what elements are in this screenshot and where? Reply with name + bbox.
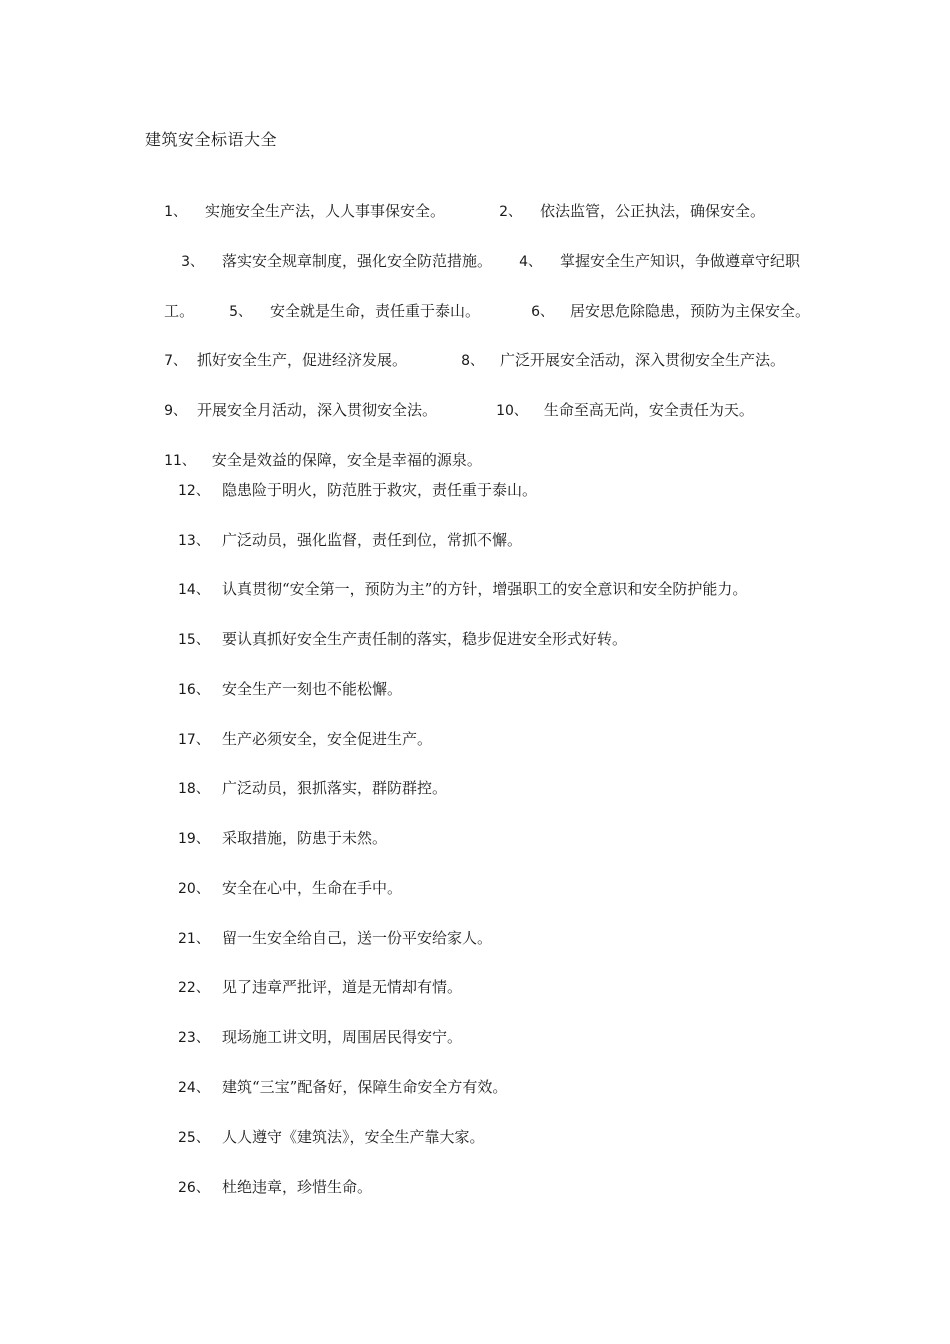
item-text: 生产必须安全，安全促进生产。 <box>222 730 433 748</box>
slogan-item-24 <box>178 1077 507 1098</box>
item-text: 留一生安全给自己，送一份平安给家人。 <box>222 929 493 947</box>
item-text: 广泛开展安全活动，深入贯彻安全生产法。 <box>500 351 786 369</box>
item-text: 认真贯彻“安全第一，预防为主”的方针，增强职工的安全意识和安全防护能力。 <box>222 580 748 598</box>
item-text: 建筑“三宝”配备好，保障生命安全方有效。 <box>222 1078 508 1096</box>
item-text: 隐患险于明火，防范胜于救灾，责任重于泰山。 <box>222 481 538 499</box>
item-number: 24、 <box>178 1080 210 1096</box>
item-text: 安全生产一刻也不能松懈。 <box>222 680 403 698</box>
item-text: 生命至高无尚，安全责任为天。 <box>543 401 754 419</box>
item-text: 实施安全生产法，人人事事保安全。 <box>205 202 446 220</box>
item-text: 依法监管，公正执法，确保安全。 <box>540 202 766 220</box>
item-number: 16、 <box>178 682 210 698</box>
slogan-item-16 <box>178 679 402 700</box>
item-number: 10、 <box>496 403 528 419</box>
item-text: 广泛动员，狠抓落实，群防群控。 <box>222 779 448 797</box>
item-number: 4、 <box>519 254 542 270</box>
slogan-item-19 <box>178 828 387 849</box>
slogan-item-25 <box>178 1127 485 1148</box>
item-text: 见了违章严批评，道是无情却有情。 <box>222 978 463 996</box>
item-number: 5、 <box>229 304 252 320</box>
item-number: 15、 <box>178 632 210 648</box>
slogan-item-18 <box>178 778 447 799</box>
item-number: 6、 <box>531 304 554 320</box>
item-number: 25、 <box>178 1130 210 1146</box>
item-number: 19、 <box>178 831 210 847</box>
item-text: 广泛动员，强化监督，责任到位，常抓不懈。 <box>222 531 523 549</box>
item-number: 18、 <box>178 781 210 797</box>
item-number: 2、 <box>499 204 522 220</box>
slogan-item-21 <box>178 928 492 949</box>
slogan-item-17 <box>178 729 432 750</box>
item-text: 工。 <box>164 302 195 320</box>
document-title: 建筑安全标语大全 <box>145 130 278 149</box>
item-text: 居安思危除隐患，预防为主保安全。 <box>570 302 811 320</box>
item-number: 3、 <box>181 254 204 270</box>
item-text: 杜绝违章，珍惜生命。 <box>222 1178 373 1196</box>
item-number: 14、 <box>178 582 210 598</box>
item-text: 要认真抓好安全生产责任制的落实，稳步促进安全形式好转。 <box>222 630 628 648</box>
slogan-item-13 <box>178 530 522 551</box>
item-number: 20、 <box>178 881 210 897</box>
slogan-item-10 <box>477 380 754 441</box>
item-text: 安全在心中，生命在手中。 <box>222 879 403 897</box>
item-text: 采取措施，防患于未然。 <box>222 829 388 847</box>
item-text: 掌握安全生产知识，争做遵章守纪职 <box>560 252 801 270</box>
item-number: 23、 <box>178 1030 210 1046</box>
slogan-item-14 <box>178 579 747 600</box>
slogan-item-23 <box>178 1027 462 1048</box>
item-text: 落实安全规章制度，强化安全防范措施。 <box>222 252 493 270</box>
item-text: 安全是效益的保障，安全是幸福的源泉。 <box>211 451 482 469</box>
item-number: 17、 <box>178 732 210 748</box>
item-number: 12、 <box>178 483 210 499</box>
item-number: 9、 <box>164 403 187 419</box>
slogan-item-26 <box>178 1177 372 1198</box>
item-text: 人人遵守《建筑法》，安全生产靠大家。 <box>222 1128 485 1146</box>
item-number: 22、 <box>178 980 210 996</box>
slogan-item-12 <box>178 480 537 501</box>
item-number: 7、 <box>164 353 187 369</box>
item-number: 13、 <box>178 533 210 549</box>
item-number: 26、 <box>178 1180 210 1196</box>
item-number: 11、 <box>164 453 196 469</box>
item-text: 抓好安全生产，促进经济发展。 <box>197 351 408 369</box>
item-number: 8、 <box>461 353 484 369</box>
item-text: 现场施工讲文明，周围居民得安宁。 <box>222 1028 463 1046</box>
item-number: 1、 <box>164 204 187 220</box>
slogan-item-15 <box>178 629 627 650</box>
item-text: 安全就是生命，责任重于泰山。 <box>270 302 481 320</box>
item-text: 开展安全月活动，深入贯彻安全法。 <box>197 401 438 419</box>
item-number: 21、 <box>178 931 210 947</box>
slogan-item-22 <box>178 977 462 998</box>
slogan-item-20 <box>178 878 402 899</box>
